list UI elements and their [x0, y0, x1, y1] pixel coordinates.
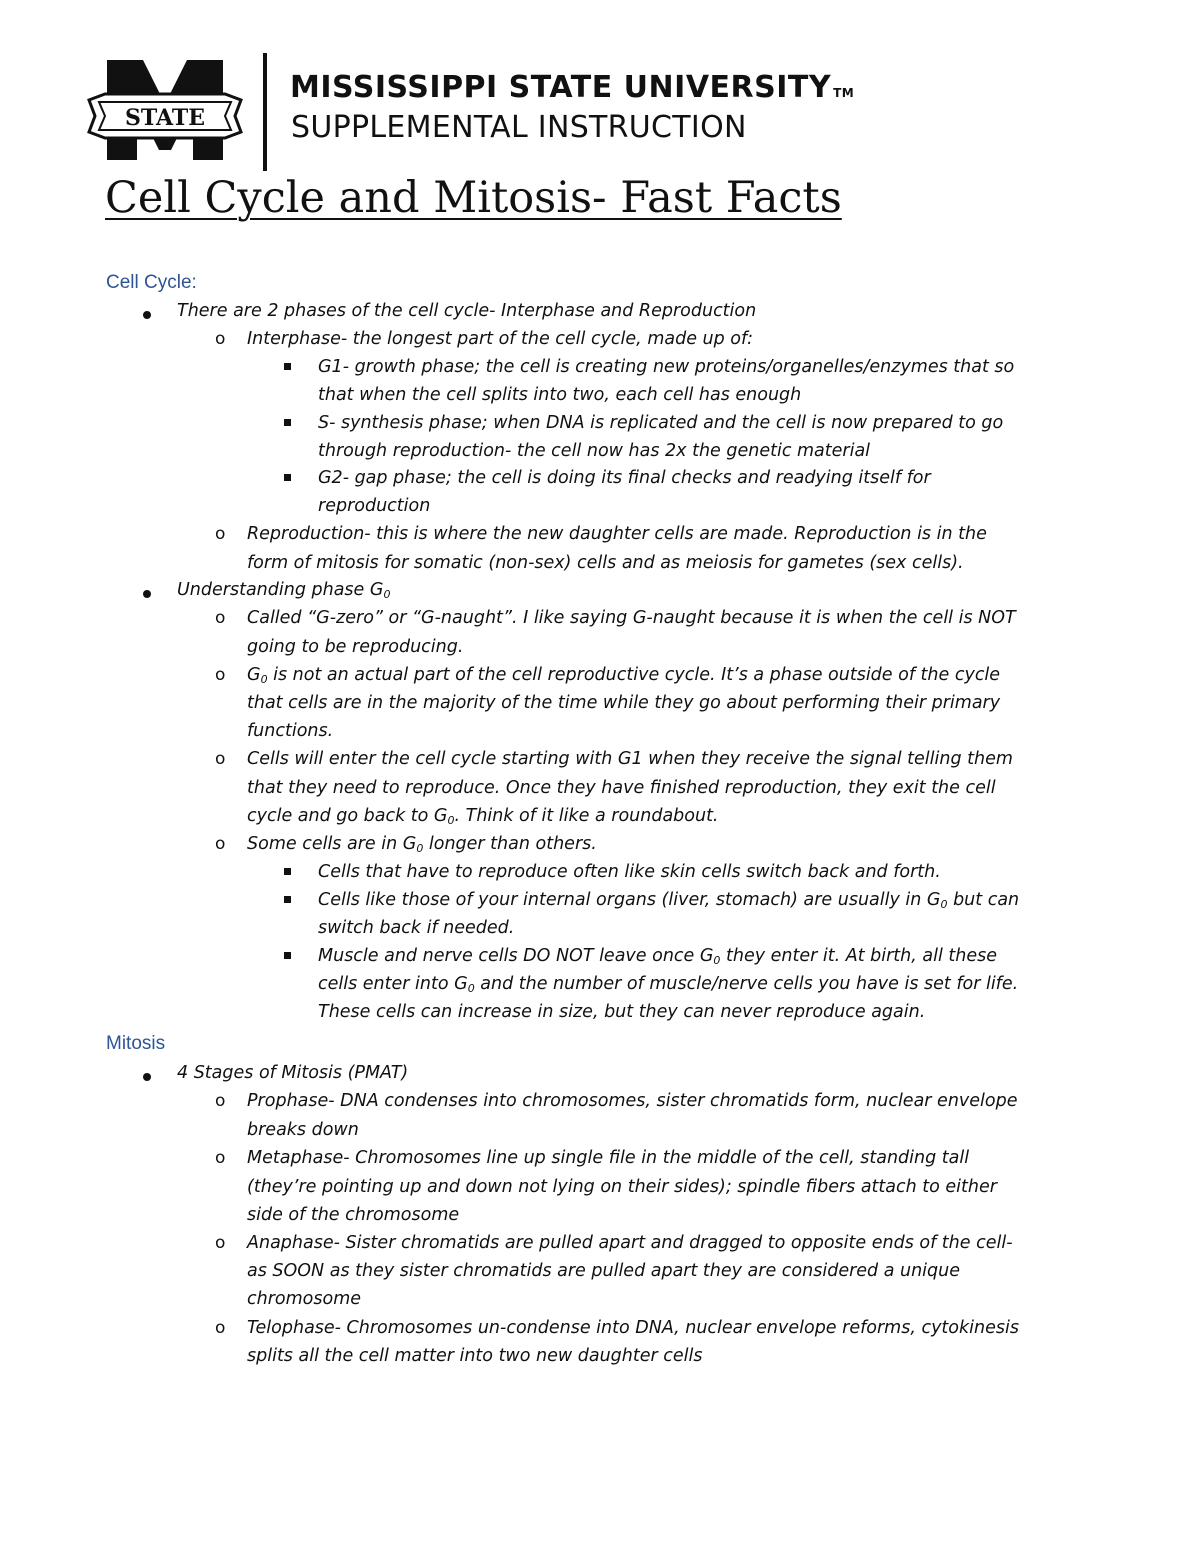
list-item-continued: functions. — [247, 721, 334, 741]
list-item: Anaphase- Sister chromatids are pulled apart and dragged to opposite ends of the cell- — [247, 1233, 1013, 1253]
circle-marker: o — [215, 608, 226, 628]
circle-marker: o — [215, 329, 226, 349]
header-divider — [263, 53, 267, 171]
section-heading-mitosis: Mitosis — [106, 1033, 166, 1054]
list-item: Cells will enter the cell cycle starting with G1 when they receive the signal telling them — [247, 749, 1013, 769]
square-marker — [284, 868, 291, 875]
circle-marker: o — [215, 524, 226, 544]
list-item: Understanding phase $G_0$ — [177, 580, 391, 601]
section-heading-cell-cycle: Cell Cycle: — [106, 272, 197, 293]
circle-marker: o — [215, 665, 226, 685]
square-marker — [284, 363, 291, 370]
list-item: Called “G-zero” or “G-naught”. I like saying G-naught because it is when the cell is NOT — [247, 608, 1016, 628]
page-header — [85, 48, 945, 173]
page-title: Cell Cycle and Mitosis- Fast Facts — [105, 173, 842, 223]
list-item-continued: going to be reproducing. — [247, 637, 464, 657]
list-item-continued: through reproduction- the cell now has 2x the genetic material — [318, 441, 871, 461]
list-item: Some cells are in $G_0$ longer than others. — [247, 834, 597, 855]
list-item: 4 Stages of Mitosis (PMAT) — [177, 1063, 409, 1083]
circle-marker: o — [215, 749, 226, 769]
circle-marker: o — [215, 834, 226, 854]
bullet-marker — [143, 1073, 151, 1081]
department-name: SUPPLEMENTAL INSTRUCTION — [291, 110, 747, 145]
square-marker — [284, 896, 291, 903]
square-marker — [284, 474, 291, 481]
list-item: S- synthesis phase; when DNA is replicated and the cell is now prepared to go — [318, 413, 1004, 433]
list-item-continued: that cells are in the majority of the time while they go about performing their primary — [247, 693, 1001, 713]
list-item-continued: as SOON as they sister chromatids are pulled apart they are considered a unique — [247, 1261, 961, 1281]
list-item: G1- growth phase; the cell is creating new proteins/organelles/enzymes that so — [318, 357, 1015, 377]
list-item: G2- gap phase; the cell is doing its final checks and readying itself for — [318, 468, 931, 488]
circle-marker: o — [215, 1233, 226, 1253]
list-item-continued: side of the chromosome — [247, 1205, 460, 1225]
list-item-continued: chromosome — [247, 1289, 362, 1309]
bullet-marker — [143, 590, 151, 598]
list-item: Cells like those of your internal organs (liver, stomach) are usually in $G_0$ but can — [318, 890, 1020, 911]
university-name: MISSISSIPPI STATE UNIVERSITY TM — [290, 70, 855, 105]
bullet-marker — [143, 311, 151, 319]
list-item-continued: that when the cell splits into two, each cell has enough — [318, 385, 802, 405]
list-item-continued: breaks down — [247, 1120, 359, 1140]
list-item: $G_0$ is not an actual part of the cell reproductive cycle. It’s a phase outside of the cycle — [247, 665, 1001, 686]
list-item: There are 2 phases of the cell cycle- Interphase and Reproduction — [177, 301, 757, 321]
list-item-continued: splits all the cell matter into two new daughter cells — [247, 1346, 703, 1366]
list-item-continued: form of mitosis for somatic (non-sex) cells and as meiosis for gametes (sex cells). — [247, 553, 964, 573]
list-item: Prophase- DNA condenses into chromosomes, sister chromatids form, nuclear envelope — [247, 1091, 1018, 1111]
list-item-continued: switch back if needed. — [318, 918, 515, 938]
subscript-zero: 0 — [383, 588, 391, 601]
square-marker — [284, 952, 291, 959]
list-item: Reproduction- this is where the new daughter cells are made. Reproduction is in the — [247, 524, 987, 544]
list-item-continued: These cells can increase in size, but they can never reproduce again. — [318, 1002, 926, 1022]
list-item-continued: that they need to reproduce. Once they have finished reproduction, they exit the cell — [247, 778, 996, 798]
list-item-continued: cells enter into $G_0$ and the number of muscle/nerve cells you have is set for life. — [318, 974, 1019, 995]
list-item-continued: cycle and go back to $G_0$. Think of it like a roundabout. — [247, 806, 719, 827]
square-marker — [284, 419, 291, 426]
list-item-continued: reproduction — [318, 496, 431, 516]
msu-logo — [85, 56, 245, 164]
list-item-continued: (they’re pointing up and down not lying on their sides); spindle fibers attach to either — [247, 1177, 997, 1197]
list-item: Cells that have to reproduce often like skin cells switch back and forth. — [318, 862, 941, 882]
circle-marker: o — [215, 1148, 226, 1168]
circle-marker: o — [215, 1091, 226, 1111]
list-item: Telophase- Chromosomes un-condense into DNA, nuclear envelope reforms, cytokinesis — [247, 1318, 1019, 1338]
circle-marker: o — [215, 1318, 226, 1338]
trademark: TM — [833, 86, 855, 100]
list-item: Muscle and nerve cells DO NOT leave once $G_0$ they enter it. At birth, all these — [318, 946, 997, 967]
logo-text: STATE — [124, 105, 206, 131]
list-item: Interphase- the longest part of the cell cycle, made up of: — [247, 329, 754, 349]
list-item: Metaphase- Chromosomes line up single file in the middle of the cell, standing tall — [247, 1148, 970, 1168]
